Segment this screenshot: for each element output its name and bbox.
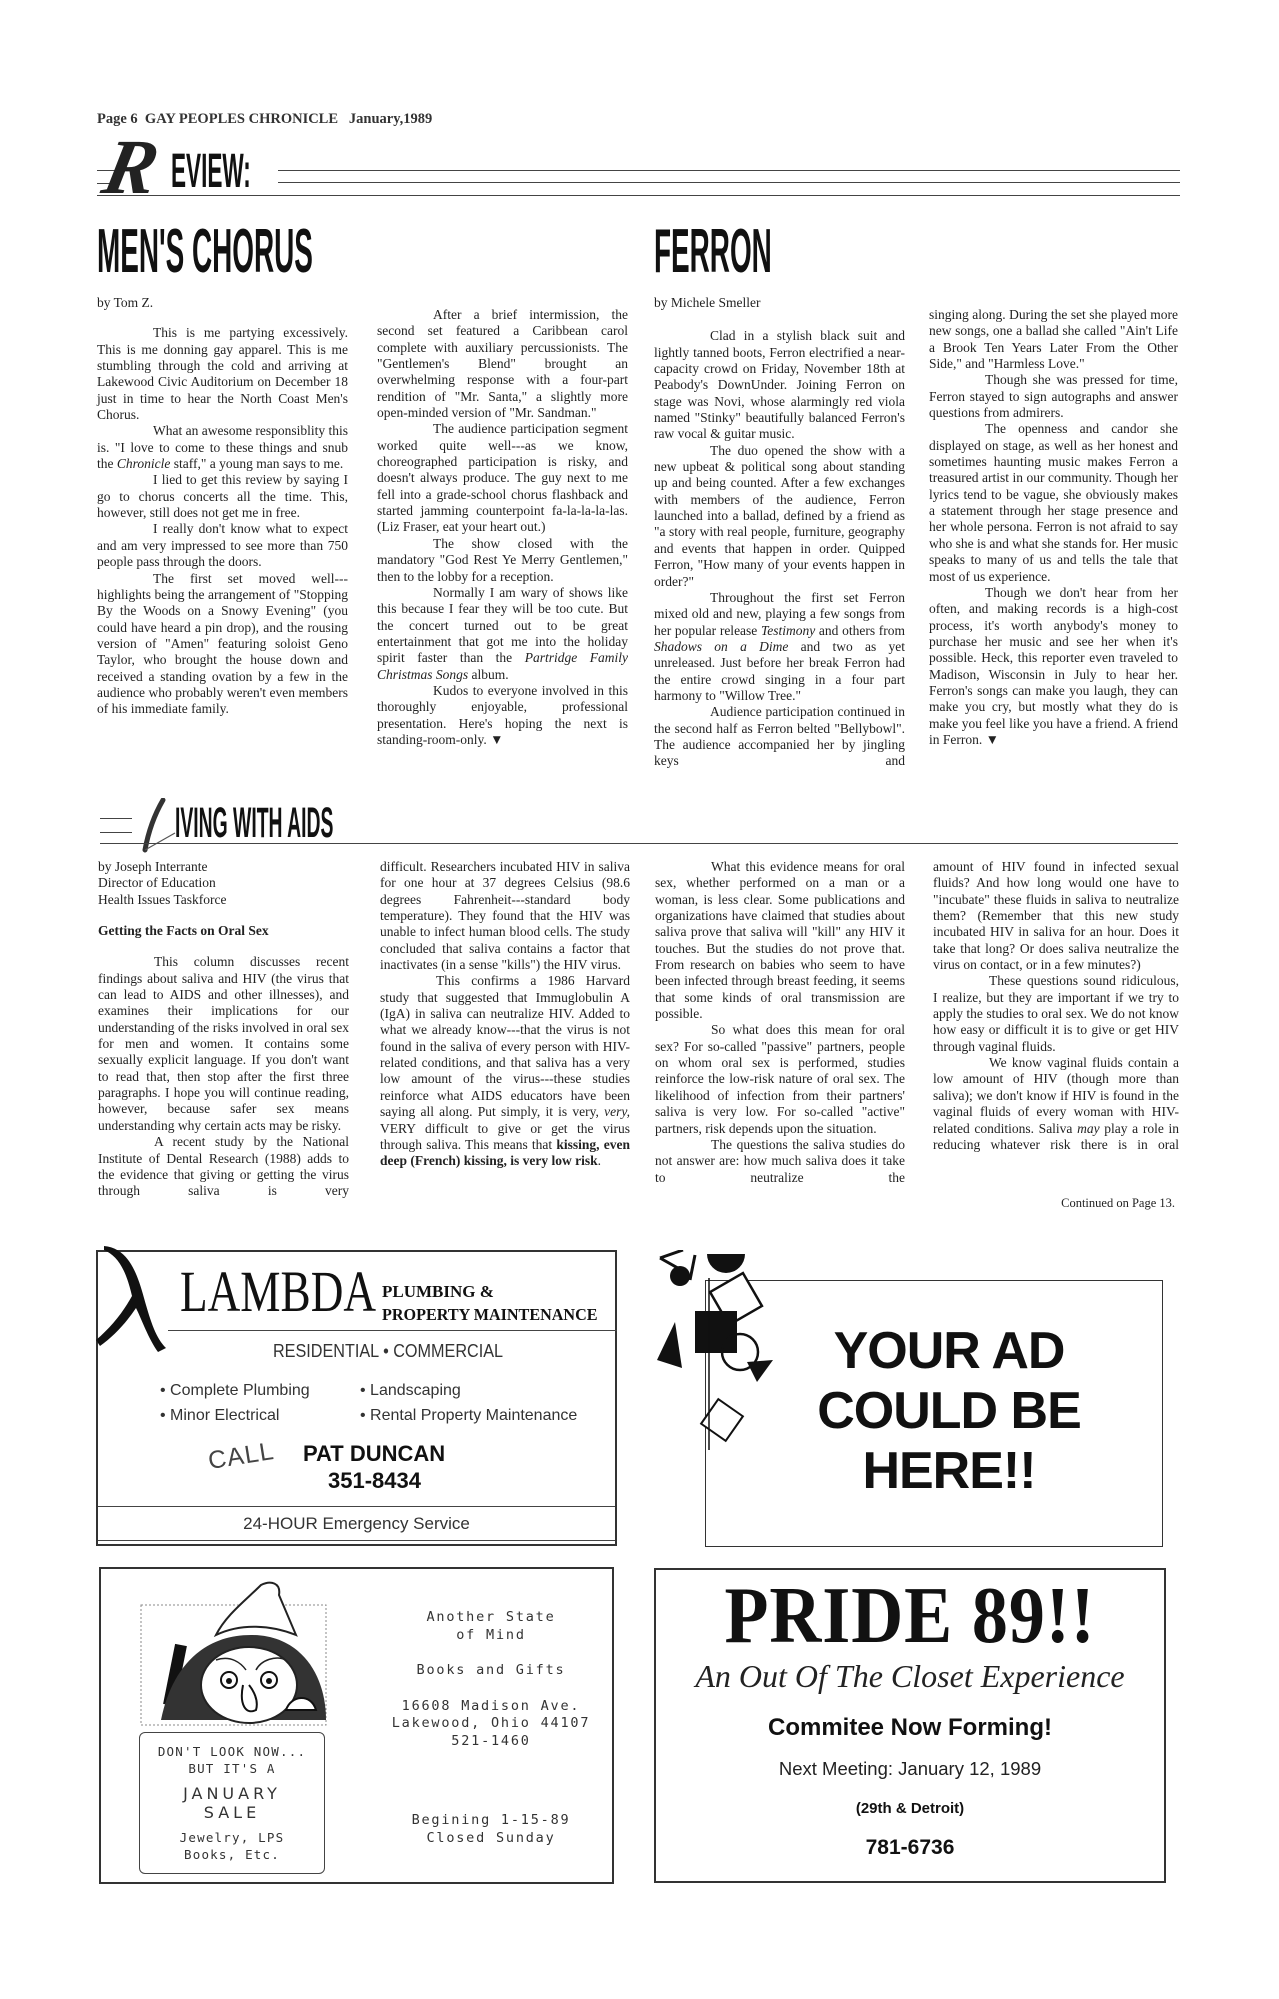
- paragraph: [929, 372, 1178, 421]
- text-run: Though we don't hear from her often, and making records is a high-cost process, it's worth anybody's money to purchase her music and see her when it's possible. Heck, this reporter even traveled to Madison, Wisconsin in July to hear her. Ferron's songs can make you laugh, they can make you cry, but mostly what they do is make you feel like you have a friend. A friend in Ferron. ▼: [929, 584, 1178, 747]
- paragraph: [933, 859, 1179, 973]
- text-run: What this evidence means for oral sex, whether performed on a man or a woman, is less clear. Some publications and organizations have claimed that studies about saliva prove that saliva will "kill" any HIV it touches. But the studies do not prove that. From research on babies who seem to have been infected through breast feeding, it seems that some kinds of oral transmission are possible.: [655, 859, 905, 1022]
- store-hours: Closed Sunday: [426, 1829, 556, 1846]
- paragraph: [654, 328, 905, 442]
- italic-text: Shadows on a Dime: [654, 638, 789, 654]
- store-phone: 521-1460: [451, 1732, 531, 1749]
- headline-mens-chorus: MEN'S CHORUS: [97, 217, 313, 286]
- paragraph: [97, 472, 348, 521]
- geometric-shapes-icon: [655, 1250, 780, 1450]
- text-run: Though she was pressed for time, Ferron stayed to sign autographs and answer questions from admirers.: [929, 372, 1178, 421]
- ad-pride-89: [654, 1568, 1166, 1883]
- text-run: The audience participation segment worked quite well---as we know, choreographed participation is risky, and doesn't always produce. The guy next to me fell into a grade-school chorus flashback and started jamming counterpoint fa-la-la-la-las. (Liz Fraser, eat your heart out.): [377, 421, 628, 535]
- bold-text: kissing, even deep (French) kissing, is very low risk: [380, 1136, 630, 1169]
- paragraph: [654, 443, 905, 590]
- paragraph: [97, 325, 348, 423]
- lambda-tagline-2: PROPERTY MAINTENANCE: [382, 1305, 598, 1324]
- paragraph: [655, 859, 905, 1022]
- paragraph: [933, 1055, 1179, 1153]
- subhead: Getting the Facts on Oral Sex: [98, 923, 269, 939]
- paragraph: [377, 585, 628, 683]
- paragraph: [929, 585, 1178, 748]
- paragraph: [929, 307, 1178, 372]
- banner-rule: [100, 843, 1178, 844]
- article-aids-col-2: [380, 859, 630, 1170]
- banner-initial-l: [130, 798, 180, 856]
- italic-text: Chronicle: [116, 456, 171, 472]
- text-run: So what does this mean for oral sex? For so-called "passive" partners, people on whom oral sex is performed, studies reinforce the low-risk nature of oral sex. The likelihood of infection from their partners' saliva is very low. For so-called "active" partners, risk depends upon the situation.: [655, 1022, 905, 1136]
- italic-text: Testimony: [760, 622, 816, 638]
- ad-placeholder-text: [736, 1321, 1162, 1501]
- paragraph: [655, 1022, 905, 1136]
- byline: by Michele Smeller: [654, 295, 761, 310]
- paragraph: [98, 954, 349, 1134]
- service-item: • Minor Electrical: [160, 1407, 280, 1424]
- byline: by Tom Z.: [97, 295, 154, 310]
- store-type: Books and Gifts: [416, 1662, 566, 1678]
- italic-text: Partridge Family Christmas Songs: [377, 650, 628, 682]
- text-run: I really don't know what to expect and am very impressed to see more than 750 people pass through the doors.: [97, 521, 348, 570]
- review-initial: R: [95, 123, 167, 210]
- article-mens-chorus-col-2: [377, 307, 628, 748]
- text-run: Audience participation continued in the second half as Ferron belted "Bellybowl". The audience accompanied her by jingling keys and: [654, 704, 905, 769]
- text-run: .: [597, 1153, 602, 1169]
- text-run: The duo opened the show with a new upbeat & political song about standing up and being counted. After a few exchanges with members of the audience, Ferron launched into a ballad, defined by a friend as "a story with real people, furniture, geography and events that happen in order. Quipped Ferron, "How many of your events happen in order?": [654, 442, 905, 589]
- text-run: staff," a young man says to me.: [170, 456, 344, 472]
- paragraph: [377, 536, 628, 585]
- paragraph: [380, 859, 630, 973]
- article-aids-col-3: [655, 859, 905, 1186]
- store-address: 16608 Madison Ave.: [401, 1697, 581, 1714]
- text-run: singing along. During the set she played more new songs, one a ballad she called "Ain't Life a Brook Ten Years Later From the Other Side," and "Harmless Love.": [929, 307, 1178, 372]
- paragraph: [98, 1134, 349, 1199]
- paragraph: [655, 1137, 905, 1186]
- text-run: I lied to get this review by saying I go to chorus concerts all the time. This, however, still does not get me in free.: [97, 472, 348, 521]
- sale-sign: [139, 1732, 325, 1874]
- text-run: Normally I am wary of shows like this because I fear they will be too cute. But the concert turned out to be great entertainment that got me into the holiday spirit faster than the: [377, 584, 628, 666]
- text-run: Clad in a stylish black suit and lightly tanned boots, Ferron electrified a near-capacity crowd on Friday, November 18th at Peabody's DownUnder. Joining Ferron on stage was Novi, whose alarmingly red viola named "Stinky" beautifully balanced Ferron's raw vocal & guitar music.: [654, 328, 905, 442]
- store-info: [371, 1609, 611, 1847]
- ad-line: COULD BE: [817, 1382, 1081, 1440]
- byline-name: by Joseph Interrante: [98, 859, 208, 874]
- banner-rule: [97, 195, 1180, 196]
- text-run: These questions sound ridiculous, I realize, but they are important if we try to apply the studies to oral sex. We do not know how easy or difficult it is to give or get HIV through vaginal fluids.: [933, 973, 1179, 1054]
- text-run: difficult. Researchers incubated HIV in saliva for one hour at 37 degrees Celsius (98.6 degrees Fahrenheit---standard body temperature). They found that the HIV was unable to infect human blood cells. The study concluded that saliva contains a factor that inactivates (in a sense "kills") the HIV virus.: [380, 859, 630, 973]
- ad-line: YOUR AD: [833, 1322, 1065, 1380]
- text-run: Throughout the first set Ferron mixed old and new, playing a few songs from her popular release: [654, 589, 905, 638]
- text-run: We know vaginal fluids contain a low amount of HIV (though more than saliva); we don't know if HIV is found in the vaginal fluids of every woman with HIV-related conditions. Saliva: [933, 1055, 1179, 1136]
- text-run: and two as yet unreleased. Just before her break Ferron had the entire crowd singing in a four part harmony to "Willow Tree.": [654, 638, 906, 703]
- store-name: Another State: [426, 1609, 556, 1625]
- lambda-logo-icon: [96, 1238, 176, 1358]
- page-number: Page 6: [97, 111, 138, 127]
- banner-line: [278, 182, 1180, 183]
- divider: [168, 1330, 617, 1331]
- text-run: The show closed with the mandatory "God Rest Ye Merry Gentlemen," then to the lobby for a reception.: [377, 535, 628, 584]
- article-aids-col-4: [933, 859, 1179, 1153]
- paragraph: [933, 973, 1179, 1055]
- banner-line: [278, 170, 1180, 171]
- paragraph: [377, 683, 628, 748]
- ad-line: HERE!!: [862, 1442, 1036, 1500]
- lambda-sectors: RESIDENTIAL • COMMERCIAL: [272, 1341, 504, 1361]
- sign-line: Books, Etc.: [184, 1847, 280, 1862]
- text-run: The first set moved well---highlights being the arrangement of "Stopping By the Woods on a Snowy Evening" (you could have heard a pin drop), and the rousing version of "Amen" featuring soloist Geno Taylor, who brought the house down and received a standing ovation by a few in the audience who probably weren't even members of his immediate family.: [97, 570, 348, 717]
- paragraph: [97, 423, 348, 472]
- banner-line: [100, 818, 132, 819]
- article-aids-col-1: [98, 859, 349, 1200]
- italic-text: very,: [604, 1104, 630, 1120]
- paragraph: [377, 421, 628, 535]
- store-address: Lakewood, Ohio 44107: [391, 1715, 591, 1731]
- pride-phone: 781-6736: [865, 1836, 955, 1859]
- text-run: The openness and candor she displayed on stage, as well as her honest and sometimes haunting music makes Ferron a treasured artist in our community. Though her lyrics tend to be vague, she obviously makes a statement through her stage presence and her whole persona. Ferron is not afraid to say who she is and what she stands for. Her music speaks to many of us and tells the tale that most of us experience.: [929, 421, 1178, 584]
- paragraph: [654, 704, 905, 769]
- paragraph: [929, 421, 1178, 584]
- text-run: What an awesome responsiblity this is. "I love to come to these things and snub the: [97, 423, 348, 472]
- sign-sale-title: SALE: [203, 1803, 261, 1822]
- text-run: This is me partying excessively. This is me donning gay apparel. This is me stumbling through the cold and arriving at Lakewood Civic Auditorium on December 18 just in time to hear the North Coast Men's Chorus.: [97, 325, 348, 423]
- article-ferron-col-1: [654, 295, 905, 770]
- article-mens-chorus-col-1: [97, 295, 348, 718]
- paragraph: [97, 521, 348, 570]
- ad-another-state-of-mind: [99, 1567, 614, 1884]
- article-ferron-col-2: [929, 307, 1178, 748]
- pride-tagline: An Out Of The Closet Experience: [695, 1658, 1125, 1694]
- text-run: The questions the saliva studies do not answer are: how much saliva does it take to neutralize the: [655, 1136, 905, 1185]
- sign-line: BUT IT'S A: [188, 1761, 276, 1776]
- service-item: • Rental Property Maintenance: [360, 1407, 578, 1424]
- contact-name: PAT DUNCAN: [303, 1441, 446, 1466]
- store-name: of Mind: [456, 1626, 526, 1643]
- paragraph: [377, 307, 628, 421]
- lambda-name: LAMBDA: [180, 1259, 377, 1324]
- sign-line: DON'T LOOK NOW...: [157, 1744, 307, 1759]
- call-label: CALL: [206, 1436, 277, 1476]
- contact-phone: 351-8434: [328, 1468, 421, 1493]
- paragraph: [97, 571, 348, 718]
- issue-date: January,1989: [348, 111, 433, 127]
- text-run: amount of HIV found in infected sexual fluids? And how long would one have to "incubate" these fluids in saliva to neutralize them? (Remember that this new study incubated HIV in saliva for an hour. Does it take that long? Or does saliva neutralize the virus on contact, or in a few minutes?): [933, 859, 1179, 973]
- text-run: play a role in reducing whatever risk there is in oral: [933, 1120, 1179, 1152]
- store-sale-date: Begining 1-15-89: [411, 1812, 571, 1828]
- review-label: EVIEW:: [171, 145, 251, 198]
- aids-banner-label: IVING WITH AIDS: [175, 799, 334, 847]
- service-item: • Landscaping: [360, 1382, 461, 1399]
- continued-note: Continued on Page 13.: [1061, 1196, 1175, 1210]
- pride-headline: Commitee Now Forming!: [767, 1714, 1052, 1741]
- text-run: VERY difficult to give or get the virus through saliva. This means that: [380, 1120, 630, 1152]
- italic-text: may: [1077, 1120, 1100, 1136]
- banner-line: [100, 832, 132, 833]
- text-run: This confirms a 1986 Harvard study that suggested that Immuglobulin A (IgA) in saliva can neutralize HIV. Added to what we already know---that the virus is not found in the saliva of every person with HIV-related conditions, and that saliva has a very low amount of the virus---these studies reinforce what AIDS educators have been saying all along. Put simply, it is very,: [380, 973, 630, 1120]
- text-run: Kudos to everyone involved in this thoroughly enjoyable, professional presentation. Here's hoping the next is standing-room-only. ▼: [377, 682, 628, 747]
- text-run: This column discusses recent findings about saliva and HIV (the virus that can lead to AIDS and other illnesses), and examines their implications for our understanding of the risks involved in oral sex for men and women. It contains some sexually explicit language. If you don't want to read that, then stop after the first three paragraphs. I hope you will continue reading, however, because safer sex means understanding why certain acts may be risky.: [98, 954, 349, 1133]
- sign-sale-title: JANUARY: [183, 1784, 281, 1803]
- publication-name: GAY PEOPLES CHRONICLE: [144, 111, 339, 127]
- service-item: • Complete Plumbing: [160, 1382, 310, 1399]
- paragraph: [654, 590, 905, 704]
- pride-location: (29th & Detroit): [855, 1800, 965, 1817]
- byline-org: Health Issues Taskforce: [98, 891, 227, 907]
- pride-meeting: Next Meeting: January 12, 1989: [778, 1758, 1042, 1779]
- text-run: album.: [468, 666, 509, 682]
- pride-title: PRIDE 89!!: [724, 1572, 1096, 1660]
- text-run: A recent study by the National Institute of Dental Research (1988) adds to the evidence that giving or getting the virus through saliva is very: [98, 1134, 349, 1199]
- byline-title: Director of Education: [98, 875, 216, 891]
- goblin-illustration-icon: [121, 1575, 346, 1735]
- text-run: After a brief intermission, the second set featured a Caribbean carol complete with auxiliary percussionists. The "Gentlemen's Blend" brought an overwhelming response with a four-part rendition of "Mr. Santa," a slightly more open-minded version of "Mr. Sandman.": [377, 307, 628, 421]
- paragraph: [380, 973, 630, 1169]
- lambda-tagline-1: PLUMBING &: [382, 1282, 494, 1301]
- sign-line: Jewelry, LPS: [179, 1830, 285, 1845]
- text-run: and others from: [815, 622, 905, 638]
- lambda-footer: 24-HOUR Emergency Service: [98, 1506, 615, 1541]
- headline-ferron: FERRON: [654, 217, 772, 286]
